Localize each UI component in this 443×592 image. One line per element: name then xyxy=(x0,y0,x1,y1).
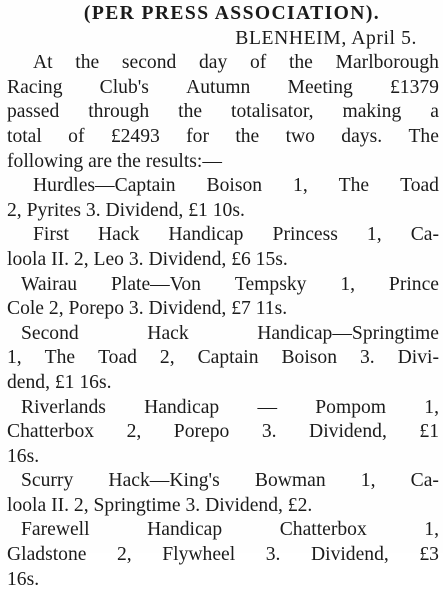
article-heading: (PER PRESS ASSOCIATION). xyxy=(83,3,381,24)
result-line: dend, £1 16s. xyxy=(7,371,112,393)
result-line: 16s. xyxy=(7,568,40,590)
result-line: loola II. 2, Leo 3. Dividend, £6 15s. xyxy=(7,248,288,270)
article-line: At the second day of the Marlborough xyxy=(33,52,439,74)
result-line: 1, The Toad 2, Captain Boison 3. Divi- xyxy=(7,347,439,369)
result-hurdles: Hurdles—Captain Boison 1, The Toad xyxy=(33,175,439,197)
article-line: passed through the totalisator, making a xyxy=(7,101,439,123)
result-first-hack-handicap: First Hack Handicap Princess 1, Ca- xyxy=(33,224,439,246)
article-dateline: BLENHEIM, April 5. xyxy=(235,27,417,49)
result-scurry-hack: Scurry Hack—King's Bowman 1, Ca- xyxy=(21,470,439,492)
result-second-hack-handicap: Second Hack Handicap—Springtime xyxy=(21,322,439,344)
result-line: 2, Pyrites 3. Dividend, £1 10s. xyxy=(7,199,245,221)
result-wairau-plate: Wairau Plate—Von Tempsky 1, Prince xyxy=(21,273,439,295)
article-line: Racing Club's Autumn Meeting £1379 xyxy=(7,76,439,98)
article-line: total of £2493 for the two days. The xyxy=(7,125,439,147)
result-riverlands-handicap: Riverlands Handicap — Pompom 1, xyxy=(21,396,439,418)
result-farewell-handicap: Farewell Handicap Chatterbox 1, xyxy=(21,519,439,541)
result-line: Gladstone 2, Flywheel 3. Dividend, £3 xyxy=(7,544,439,566)
result-line: loola II. 2, Springtime 3. Dividend, £2. xyxy=(7,494,313,516)
article-column xyxy=(7,2,439,592)
result-line: 16s. xyxy=(7,445,40,467)
article-line: following are the results:— xyxy=(7,150,222,172)
result-line: Cole 2, Porepo 3. Dividend, £7 11s. xyxy=(7,298,288,320)
result-line: Chatterbox 2, Porepo 3. Dividend, £1 xyxy=(7,421,439,443)
